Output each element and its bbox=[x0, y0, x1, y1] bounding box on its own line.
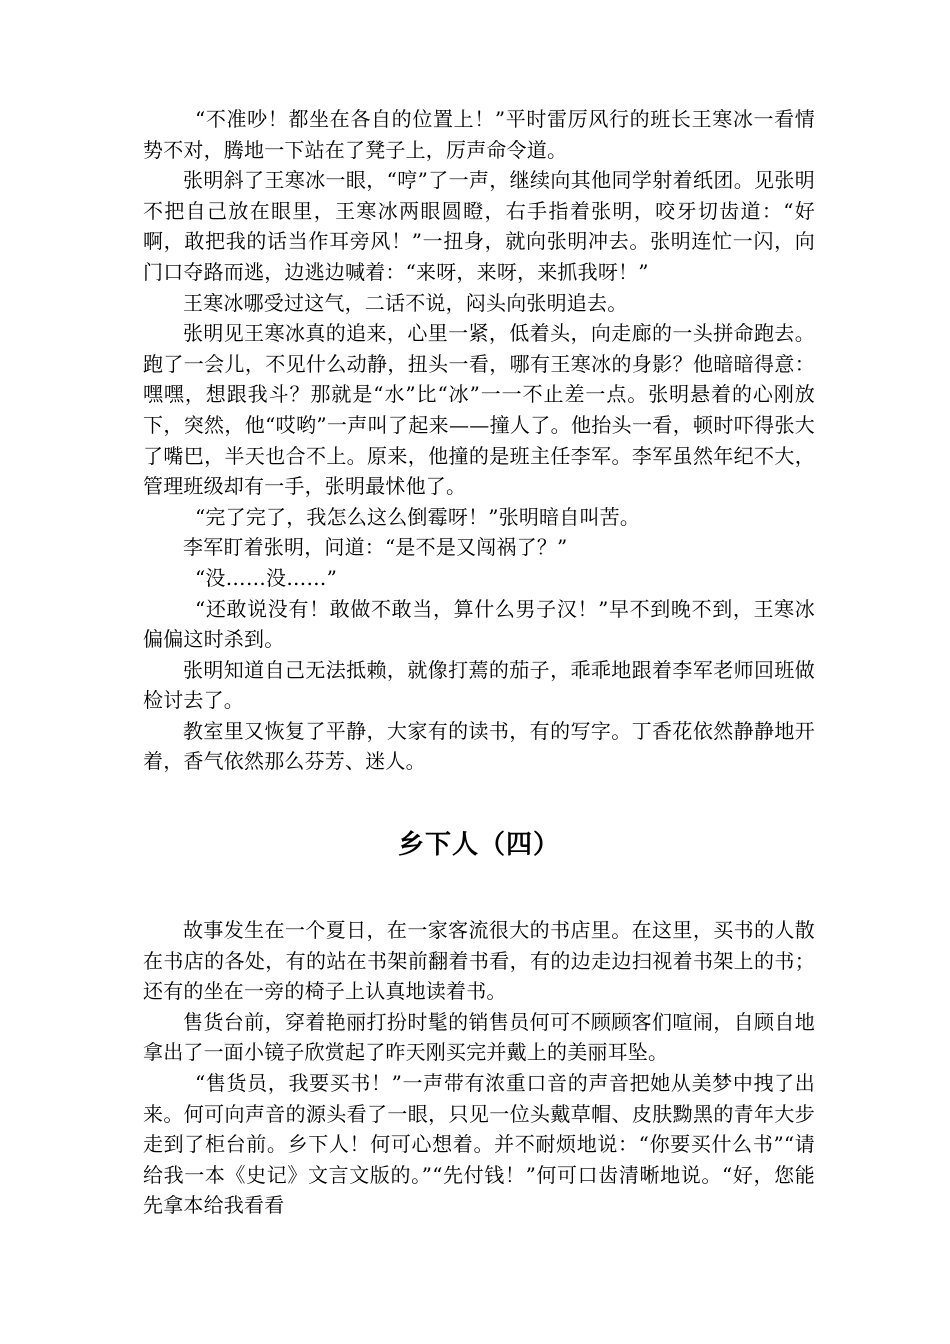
paragraph: 售货台前，穿着艳丽打扮时髦的销售员何可不顾顾客们喧闹，自顾自地拿出了一面小镜子欣赏起了昨天刚买完并戴上的美丽耳坠。 bbox=[143, 1009, 815, 1065]
paragraph: “不准吵！都坐在各自的位置上！”平时雷厉风行的班长王寒冰一看情势不对，腾地一下站在了凳子上，厉声命令道。 bbox=[143, 107, 815, 162]
paragraph: 故事发生在一个夏日，在一家客流很大的书店里。在这里，买书的人散在书店的各处，有的站在书架前翻着书看，有的边走边扫视着书架上的书；还有的坐在一旁的椅子上认真地读着书。 bbox=[143, 918, 815, 1004]
paragraph: 张明见王寒冰真的追来，心里一紧，低着头，向走廊的一头拼命跑去。跑了一会儿，不见什么动静，扭头一看，哪有王寒冰的身影？他暗暗得意：嘿嘿，想跟我斗？那就是“水”比“冰”一一不止差一点。张明悬着的心刚放下，突然，他“哎哟”一声叫了起来——撞人了。他抬头一看，顿时吓得张大了嘴巴，半天也合不上。原来，他撞的是班主任李军。李军虽然年纪不大，管理班级却有一手，张明最怵他了。 bbox=[143, 321, 815, 499]
paragraph: “完了完了，我怎么这么倒霉呀！”张明暗自叫苦。 bbox=[195, 504, 641, 529]
document-page bbox=[143, 104, 815, 1221]
paragraph: “还敢说没有！敢做不敢当，算什么男子汉！”早不到晚不到，王寒冰偏偏这时杀到。 bbox=[143, 596, 815, 652]
paragraph: 教室里又恢复了平静，大家有的读书，有的写字。丁香花依然静静地开着，香气依然那么芬芳、迷人。 bbox=[143, 718, 815, 774]
story-two bbox=[143, 915, 815, 1221]
paragraph: “售货员，我要买书！”一声带有浓重口音的声音把她从美梦中拽了出来。何可向声音的源头看了一眼，只见一位头戴草帽、皮肤黝黑的青年大步走到了柜台前。乡下人！何可心想着。并不耐烦地说：“你要买什么书”“请给我一本《史记》文言文版的。”“先付钱！”何可口齿清晰地说。“好，您能先拿本给我看看 bbox=[143, 1071, 815, 1218]
paragraph: 张明知道自己无法抵赖，就像打蔫的茄子，乖乖地跟着李军老师回班做检讨去了。 bbox=[143, 657, 815, 713]
paragraph: 张明斜了王寒冰一眼，“哼”了一声，继续向其他同学射着纸团。见张明不把自己放在眼里，王寒冰两眼圆瞪，右手指着张明，咬牙切齿道：“好啊，敢把我的话当作耳旁风！”一扭身，就向张明冲去。张明连忙一闪，向门口夺路而逃，边逃边喊着：“来呀，来呀，来抓我呀！” bbox=[143, 168, 815, 284]
paragraph: 王寒冰哪受过这气，二话不说，闷头向张明追去。 bbox=[183, 290, 628, 315]
story-one bbox=[143, 104, 815, 777]
story-title: 乡下人（四） bbox=[397, 830, 560, 861]
paragraph: “没……没……” bbox=[195, 565, 338, 590]
paragraph: 李军盯着张明，问道：“是不是又闯祸了？” bbox=[183, 535, 568, 560]
